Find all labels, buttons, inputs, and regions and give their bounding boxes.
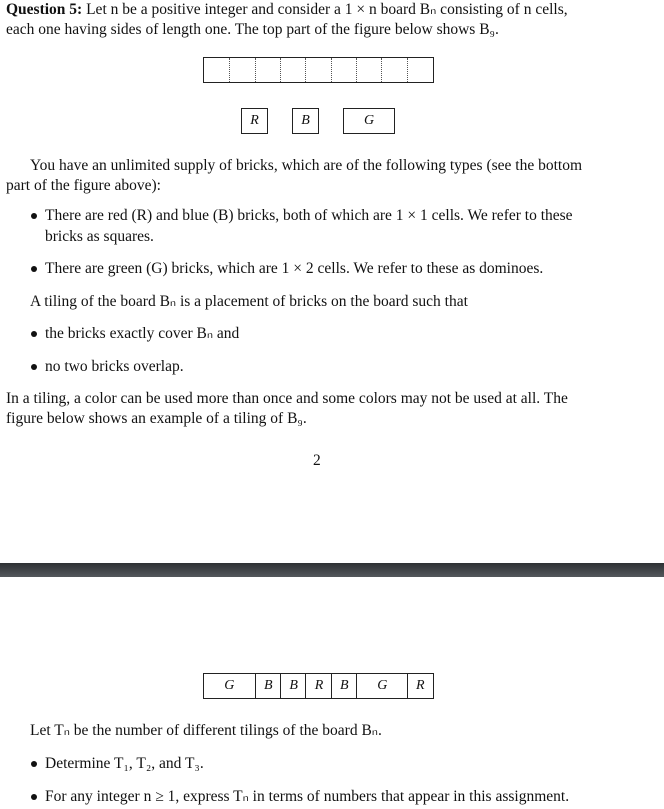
empty-board-b9 [203, 57, 434, 83]
tiling-brick: G [356, 674, 408, 698]
question-label: Question 5: [6, 1, 83, 18]
brick-red [241, 108, 268, 134]
tiling-brick: R [305, 674, 331, 698]
intro-text: Let n be a positive integer and consider a 1 × n board Bₙ consisting of n cells, [82, 1, 568, 18]
supply-line-2: part of the figure above): [6, 177, 161, 194]
bullet-icon [31, 331, 37, 337]
supply-line-1: You have an unlimited supply of bricks, which are of the following types (see the bottom [30, 157, 583, 174]
brick-label: B [301, 113, 310, 128]
intro-line-2: each one having sides of length one. The top part of the figure below shows B₉. [6, 21, 499, 38]
tn-definition: Let Tₙ be the number of different tilings of the board Bₙ. [30, 722, 382, 739]
bullet-icon [31, 364, 37, 370]
cell-divider [229, 58, 230, 82]
intro-line-1 [6, 0, 568, 20]
brick-green [343, 108, 395, 134]
color-line-2: figure below shows an example of a tiling of B₉. [6, 410, 307, 427]
brick-blue [292, 108, 319, 134]
bullet-icon [31, 761, 37, 767]
cell-divider [381, 58, 382, 82]
page-separator [0, 563, 664, 577]
bullet-icon [31, 266, 37, 272]
page-number: 2 [313, 452, 321, 469]
cell-divider [407, 58, 408, 82]
bullet-icon [31, 794, 37, 800]
bullet1-line2: bricks as squares. [45, 228, 154, 245]
cell-divider [356, 58, 357, 82]
condition-2: no two bricks overlap. [45, 358, 184, 375]
cell-divider [305, 58, 306, 82]
task-1: Determine T₁, T₂, and T₃. [45, 755, 204, 772]
bullet2: There are green (G) bricks, which are 1 × 2 cells. We refer to these as dominoes. [45, 260, 544, 277]
tiling-brick: R [407, 674, 433, 698]
example-tiling-b9 [203, 673, 434, 699]
tiling-brick: B [280, 674, 306, 698]
task-2: For any integer n ≥ 1, express Tₙ in terms of numbers that appear in this assignment. [45, 788, 570, 805]
tiling-brick: B [331, 674, 357, 698]
tiling-definition: A tiling of the board Bₙ is a placement of bricks on the board such that [30, 293, 468, 310]
brick-label: R [250, 113, 259, 128]
cell-divider [280, 58, 281, 82]
color-line-1: In a tiling, a color can be used more than once and some colors may not be used at all. The [6, 390, 568, 407]
bullet1-line1: There are red (R) and blue (B) bricks, both of which are 1 × 1 cells. We refer to these [45, 207, 573, 224]
cell-divider [331, 58, 332, 82]
brick-label: G [363, 113, 375, 128]
tiling-brick: G [224, 678, 235, 693]
condition-1: the bricks exactly cover Bₙ and [45, 325, 240, 342]
tiling-brick: B [255, 674, 281, 698]
cell-divider [255, 58, 256, 82]
bullet-icon [31, 213, 37, 219]
